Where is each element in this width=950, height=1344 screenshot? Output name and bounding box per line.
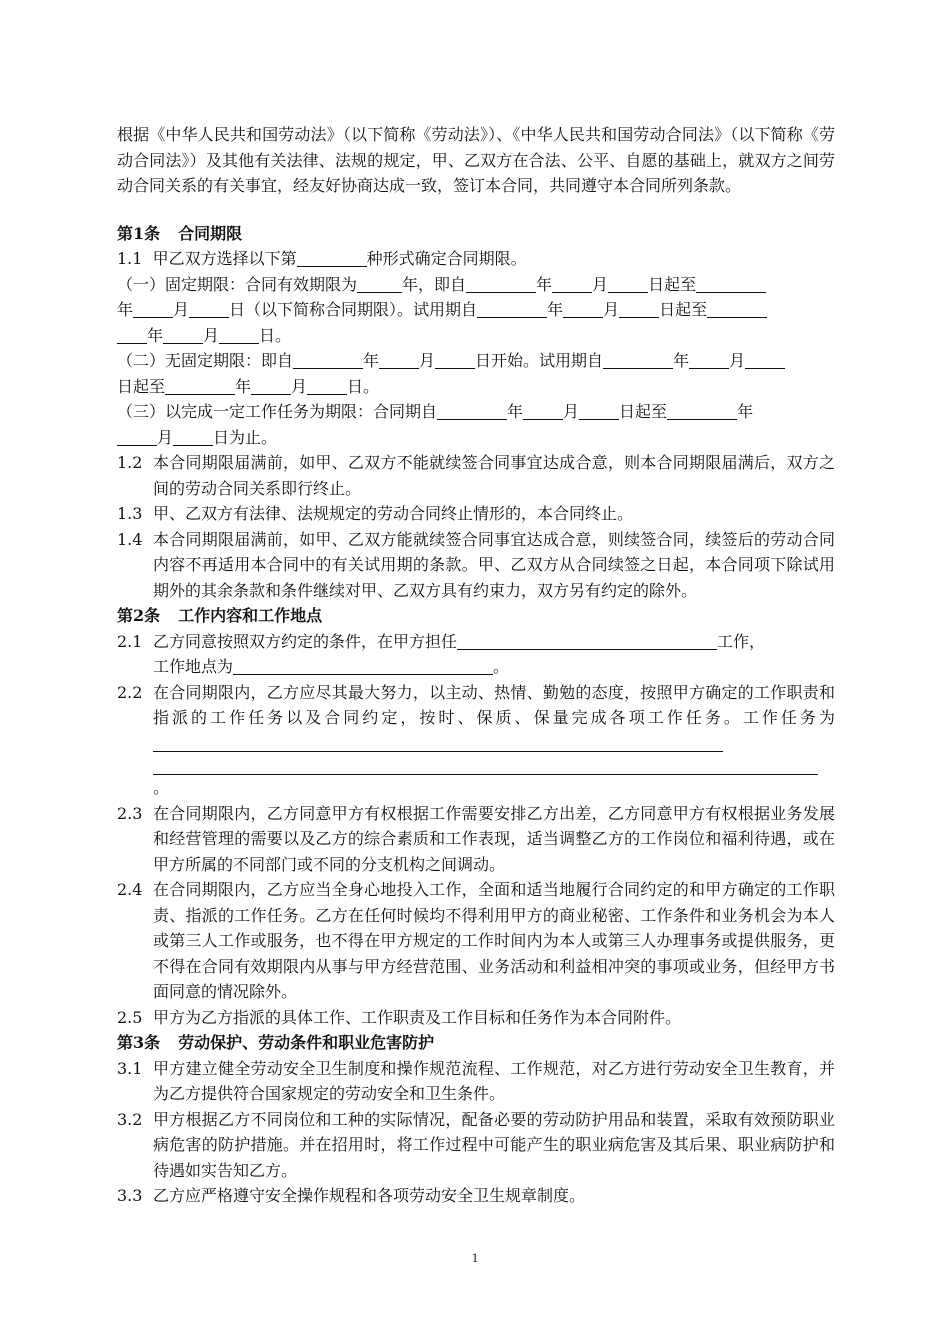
blank-field[interactable] [435,350,475,369]
clause-text: 日起至 [117,376,166,396]
article-number: 第3条 [117,1033,161,1052]
clause-text: 月 [157,427,174,447]
blank-field[interactable] [707,299,767,318]
blank-field[interactable] [219,325,259,344]
clause-number: 3.2 [117,1109,143,1129]
blank-field[interactable] [667,401,737,420]
clause-text: 工作地点为 [153,657,234,676]
blank-field[interactable] [552,274,592,293]
option-fixed-term-line-2 [117,297,835,323]
blank-field[interactable] [307,376,347,395]
clause-2-1 [117,629,835,680]
blank-field[interactable] [689,350,729,369]
clause-number: 2.2 [117,682,143,702]
clause-text: 日起至 [619,402,668,421]
article-title: 合同期限 [178,223,243,243]
clause-text: 月 [291,376,308,396]
clause-body [153,680,835,801]
clause-number: 1.2 [117,453,143,472]
clause-number: 3.1 [117,1058,143,1078]
intro-paragraph: 根据《中华人民共和国劳动法》（以下简称《劳动法》）、《中华人民共和国劳动合同法》（以下简称《劳动合同法》）及其他有关法律、法规的规定，甲、乙双方在合法、公平、自愿的基础上，就双方之间劳动合同关系的有关事宜，经友好协商达成一致，签订本合同，共同遵守本合同所列条款。 [117,125,835,195]
clause-1-3 [117,501,835,527]
blank-field[interactable] [165,376,235,395]
clause-text: 日为止。 [213,427,278,447]
clause-text: 年 [673,351,690,370]
clause-number: 1.3 [117,504,143,523]
option-task-term-line-2 [117,425,835,451]
clause-text: 甲方根据乙方不同岗位和工种的实际情况，配备必要的劳动防护用品和装置，采取有效预防职业病危害的防护措施。并在招用时，将工作过程中可能产生的职业病危害及其后果、职业病防护和待遇如实告知乙方。 [153,1109,835,1180]
blank-field[interactable] [117,427,157,446]
blank-field[interactable] [477,299,547,318]
clause-text: 在合同期限内，乙方应当全身心地投入工作，全面和适当地履行合同约定的和甲方确定的工作职责、指派的工作任务。乙方在任何时候均不得利用甲方的商业秘密、工作条件和业务机会为本人或第三人工作或服务，也不得在甲方规定的工作时间内为本人或第三人办理事务或提供服务，更不得在合同有效期限内从事与甲方经营范围、业务活动和利益相冲突的事项或业务，但经甲方书面同意的情况除外。 [153,880,835,1001]
clause-3-1 [117,1056,835,1107]
job-title-field[interactable] [457,631,717,650]
clause-text: 种形式确定合同期限。 [366,249,527,268]
blank-field[interactable] [189,299,229,318]
clause-text: 年 [235,376,252,396]
blank-field[interactable] [251,376,291,395]
clause-text: 甲方建立健全劳动安全卫生制度和操作规范流程、工作规范，对乙方进行劳动安全卫生教育，并为乙方提供符合国家规定的劳动安全和卫生条件。 [153,1058,835,1103]
blank-field[interactable] [563,299,603,318]
blank-field[interactable] [297,248,367,267]
article-3-heading [117,1030,835,1056]
clause-text: 月 [203,325,220,345]
blank-field[interactable] [379,350,419,369]
clause-1-2 [117,450,835,501]
blank-field[interactable] [437,401,507,420]
clause-number: 1.4 [117,529,143,549]
option-open-term-line-2 [117,374,835,400]
clause-2-2 [117,680,835,801]
blank-field[interactable] [163,325,203,344]
clause-body [153,629,835,680]
blank-field[interactable] [603,350,673,369]
blank-field[interactable] [523,401,563,420]
clause-text: 年 [147,325,164,345]
clause-2-4 [117,877,835,1005]
clause-text: 在合同期限内，乙方同意甲方有权根据工作需要安排乙方出差，乙方同意甲方有权根据业务发展和经营管理的需要以及乙方的综合素质和工作表现，适当调整乙方的工作岗位和福利待遇，或在甲方所属的不同部门或不同的分支机构之间调动。 [153,803,835,874]
clause-text: 日起至 [648,274,697,294]
blank-field[interactable] [357,274,402,293]
clause-2-5 [117,1005,835,1031]
clause-text: 日起至 [659,300,708,319]
clause-text: 年 [737,402,754,421]
blank-field[interactable] [133,299,173,318]
article-title: 工作内容和工作地点 [178,606,323,625]
clause-text: 日开始。试用期自 [475,351,604,370]
blank-field[interactable] [579,401,619,420]
document-body [117,122,835,1209]
clause-text: 年 [547,300,564,319]
blank-field[interactable] [173,427,213,446]
article-2-heading [117,603,835,629]
clause-text: 月 [592,274,609,294]
clause-text: 年 [507,402,524,421]
clause-text: 月 [173,300,190,319]
option-task-term-line-1 [117,399,835,425]
clause-text: 乙方同意按照双方约定的条件，在甲方担任 [153,631,458,651]
clause-text: 。 [153,778,170,797]
clause-text: 工作， [717,631,766,651]
blank-field[interactable] [745,350,785,369]
clause-text: （二）无固定期限：即自 [117,351,294,370]
clause-number: 3.3 [117,1186,143,1205]
blank-field[interactable] [696,274,766,293]
clause-text: 年 [363,351,380,370]
article-number: 第1条 [117,223,161,243]
clause-number: 2.1 [117,631,143,651]
article-1-heading [117,221,835,247]
clause-text: 日。 [259,325,292,345]
blank-field[interactable] [293,350,363,369]
clause-text: 甲乙双方选择以下第 [152,249,297,268]
clause-text: 本合同期限届满前，如甲、乙双方能就续签合同事宜达成合意，则续签合同，续签后的劳动合同内容不再适用本合同中的有关试用期的条款。甲、乙双方从合同续签之日起，本合同项下除试用期外的其余条款和条件继续对甲、乙双方具有约束力，双方另有约定的除外。 [153,529,835,600]
blank-field[interactable] [117,325,147,344]
clause-text: 月 [419,351,436,370]
clause-text: 本合同期限届满前，如甲、乙双方不能就续签合同事宜达成合意，则本合同期限届满后，双方之间的劳动合同关系即行终止。 [153,453,835,498]
clause-text: 年 [536,274,553,294]
clause-text: （一）固定期限：合同有效期限为 [117,274,358,294]
clause-1-1 [117,246,835,272]
page-number: 1 [471,1250,479,1265]
clause-text: 。 [493,657,510,676]
article-title: 劳动保护、劳动条件和职业危害防护 [178,1033,435,1052]
work-task-field-continued[interactable] [153,756,818,775]
clause-number: 2.3 [117,803,143,823]
clause-text: 日。 [347,376,380,396]
clause-text: 甲、乙双方有法律、法规规定的劳动合同终止情形的，本合同终止。 [153,504,634,523]
clause-number: 2.4 [117,880,143,899]
blank-field[interactable] [619,299,659,318]
blank-field[interactable] [608,274,648,293]
clause-3-3 [117,1183,835,1209]
clause-text: 在合同期限内，乙方应尽其最大努力，以主动、热情、勤勉的态度，按照甲方确定的工作职责和指派的工作任务以及合同约定，按时、保质、保量完成各项工作任务。工作任务为 [153,682,835,727]
option-open-term-line-1 [117,348,835,374]
article-number: 第2条 [117,606,161,625]
clause-text: 月 [603,300,620,319]
option-fixed-term-line-1 [117,272,835,298]
clause-1-4 [117,527,835,604]
clause-number: 2.5 [117,1007,143,1027]
clause-3-2 [117,1107,835,1184]
clause-text: 甲方为乙方指派的具体工作、工作职责及工作目标和任务作为本合同附件。 [153,1007,682,1027]
work-task-field[interactable] [153,733,723,752]
clause-text: 年 [117,300,134,319]
clause-number: 1.1 [117,249,143,268]
clause-text: 乙方应严格遵守安全操作规程和各项劳动安全卫生规章制度。 [153,1186,586,1205]
clause-text: 月 [563,402,580,421]
clause-2-3 [117,801,835,878]
option-fixed-term-line-3 [117,323,835,349]
clause-text: 月 [729,351,746,370]
clause-text: 年，即自 [402,274,467,294]
blank-field[interactable] [466,274,536,293]
work-location-field[interactable] [233,656,493,675]
clause-text: （三）以完成一定工作任务为期限：合同期自 [117,402,438,421]
clause-text: 日（以下简称合同期限）。试用期自 [229,300,478,319]
